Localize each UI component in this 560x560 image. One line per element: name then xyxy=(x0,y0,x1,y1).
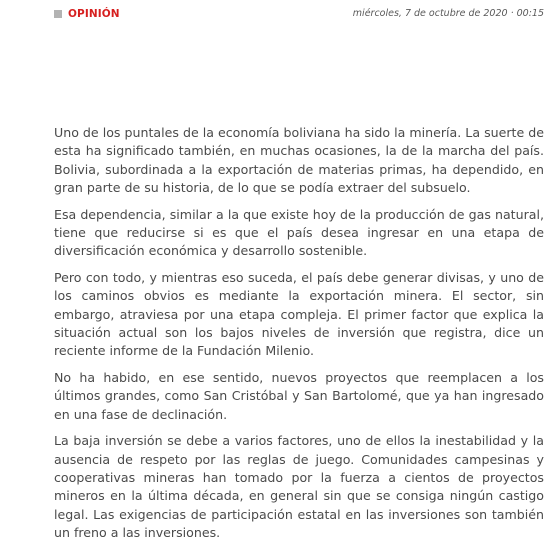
article-paragraph: Pero con todo, y mientras eso suceda, el país debe generar divisas, y uno de los caminos obvios es mediante la exportación minera. El sector, sin embargo, atraviesa por una etapa compleja. El primer factor que explica la situación actual son los bajos niveles de inversión que registra, dice un reciente informe de la Fundación Milenio. xyxy=(54,269,544,359)
category-tag[interactable] xyxy=(54,6,120,22)
article-header xyxy=(54,6,544,22)
article-paragraph: No ha habido, en ese sentido, nuevos proyectos que reemplacen a los últimos grandes, como San Cristóbal y San Bartolomé, que ya han ingresado en una fase de declinación. xyxy=(54,369,544,422)
category-square-icon xyxy=(54,10,62,18)
category-label[interactable]: OPINIÓN xyxy=(68,8,120,20)
article-paragraph: Esa dependencia, similar a la que existe hoy de la producción de gas natural, tiene que reducirse si es que el país desea ingresar en una etapa de diversificación económica y desarrollo sostenible. xyxy=(54,206,544,259)
article-body xyxy=(54,124,544,551)
publish-date: miércoles, 7 de octubre de 2020 · 00:15 xyxy=(352,8,544,19)
article-paragraph: Uno de los puntales de la economía boliviana ha sido la minería. La suerte de esta ha significado también, en muchas ocasiones, la de la marcha del país. Bolivia, subordinada a la exportación de materias primas, ha dependido, en gran parte de su historia, de lo que se podía extraer del subsuelo. xyxy=(54,125,544,196)
article-paragraph: La baja inversión se debe a varios factores, uno de ellos la inestabilidad y la ausencia de respeto por las reglas de juego. Comunidades campesinas y cooperativas mineras han tomado por la fuerza a cientos de proyectos mineros en la última década, en general sin que se consiga ningún castigo legal. Las exigencias de participación estatal en las inversiones son también un freno a las inversiones. xyxy=(54,433,544,541)
